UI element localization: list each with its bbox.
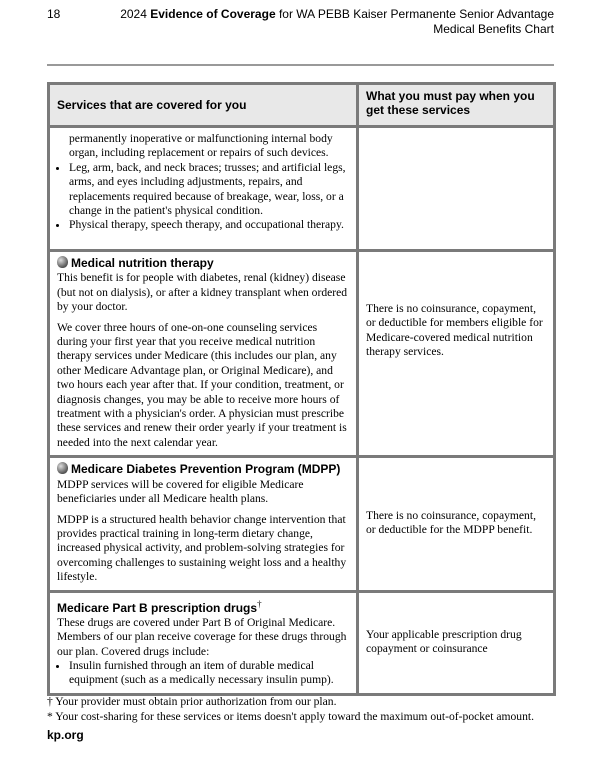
paragraph: These drugs are covered under Part B of Original Medicare. Members of our plan receive coverage for these drugs through our plan. Covered drugs include: (57, 615, 347, 658)
title-part: 2024 (120, 7, 151, 21)
service-title: Medical nutrition therapy (71, 256, 214, 270)
apple-icon (57, 256, 68, 268)
paragraph: MDPP is a structured health behavior change intervention that provides practical training in long-term dietary change, increased physical activity, and problem-solving strategies for overcoming challenges to sustaining weight loss and a healthy lifestyle. (57, 512, 347, 584)
paragraph: This benefit is for people with diabetes, renal (kidney) disease (but not on dialysis), or after a kidney transplant when ordered by your doctor. (57, 271, 348, 314)
title-bold: Evidence of Coverage (150, 7, 276, 21)
table-row (49, 457, 555, 591)
pay-cell (358, 127, 555, 251)
list-item: • Insulin furnished through an item of durable medical equipment (such as a medically necessary insulin pump). (69, 659, 349, 688)
paragraph: MDPP services will be covered for eligible Medicare beneficiaries under all Medicare health plans. (57, 477, 304, 506)
service-title: Medicare Part B prescription drugs (57, 600, 258, 615)
services-cell (49, 251, 358, 457)
services-cell (49, 127, 358, 251)
continued-text: permanently inoperative or malfunctioning internal body organ, including replacement or repairs of such devices. (69, 132, 333, 160)
list-item: • Leg, arm, back, and neck braces; trusses; and artificial legs, arms, and eyes including adjustments, repairs, and replacements required because of breakage, wear, loss, or a change in the patient's physical condition. (69, 161, 349, 219)
table-row (49, 251, 555, 457)
table-row (49, 127, 555, 251)
pay-cell: Your applicable prescription drug copayment or coinsurance (358, 591, 555, 694)
page-number: 18 (47, 7, 61, 21)
header-divider (47, 64, 554, 66)
pay-cell: There is no coinsurance, copayment, or deductible for members eligible for Medicare-covered medical nutrition therapy services. (358, 251, 555, 457)
title-part: for WA PEBB Kaiser Permanente Senior Advantage (275, 7, 554, 21)
dagger-mark: † (257, 598, 262, 609)
apple-icon (57, 462, 68, 474)
col-header-pay: What you must pay when you get these services (358, 84, 555, 127)
paragraph: We cover three hours of one-on-one counseling services during your first year that you receive medical nutrition therapy services under Medicare (this includes our plan, any other Medicare Advantage plan, or Original Medicare), and two hours each year after that. If your condition, treatment, or diagnosis changes, you may be able to receive more hours of treatment with a physician's order. A physician must prescribe these services and renew their order yearly if your treatment is needed into the next calendar year. (57, 320, 347, 449)
service-title: Medicare Diabetes Prevention Program (MDPP) (71, 462, 341, 477)
footer-site-link[interactable]: kp.org (47, 728, 84, 742)
page-header-title (120, 7, 554, 37)
footnote: * Your cost-sharing for these services or items doesn't apply toward the maximum out-of-pocket amount. (47, 710, 534, 723)
footnote: † Your provider must obtain prior authorization from our plan. (47, 695, 337, 708)
list-item: • Physical therapy, speech therapy, and occupational therapy. (69, 218, 349, 232)
services-cell (49, 457, 358, 591)
col-header-services: Services that are covered for you (49, 84, 358, 127)
table-row (49, 591, 555, 694)
benefits-table (47, 82, 556, 696)
header-subtitle: Medical Benefits Chart (433, 22, 554, 36)
services-cell (49, 591, 358, 694)
pay-cell: There is no coinsurance, copayment, or deductible for the MDPP benefit. (358, 457, 555, 591)
